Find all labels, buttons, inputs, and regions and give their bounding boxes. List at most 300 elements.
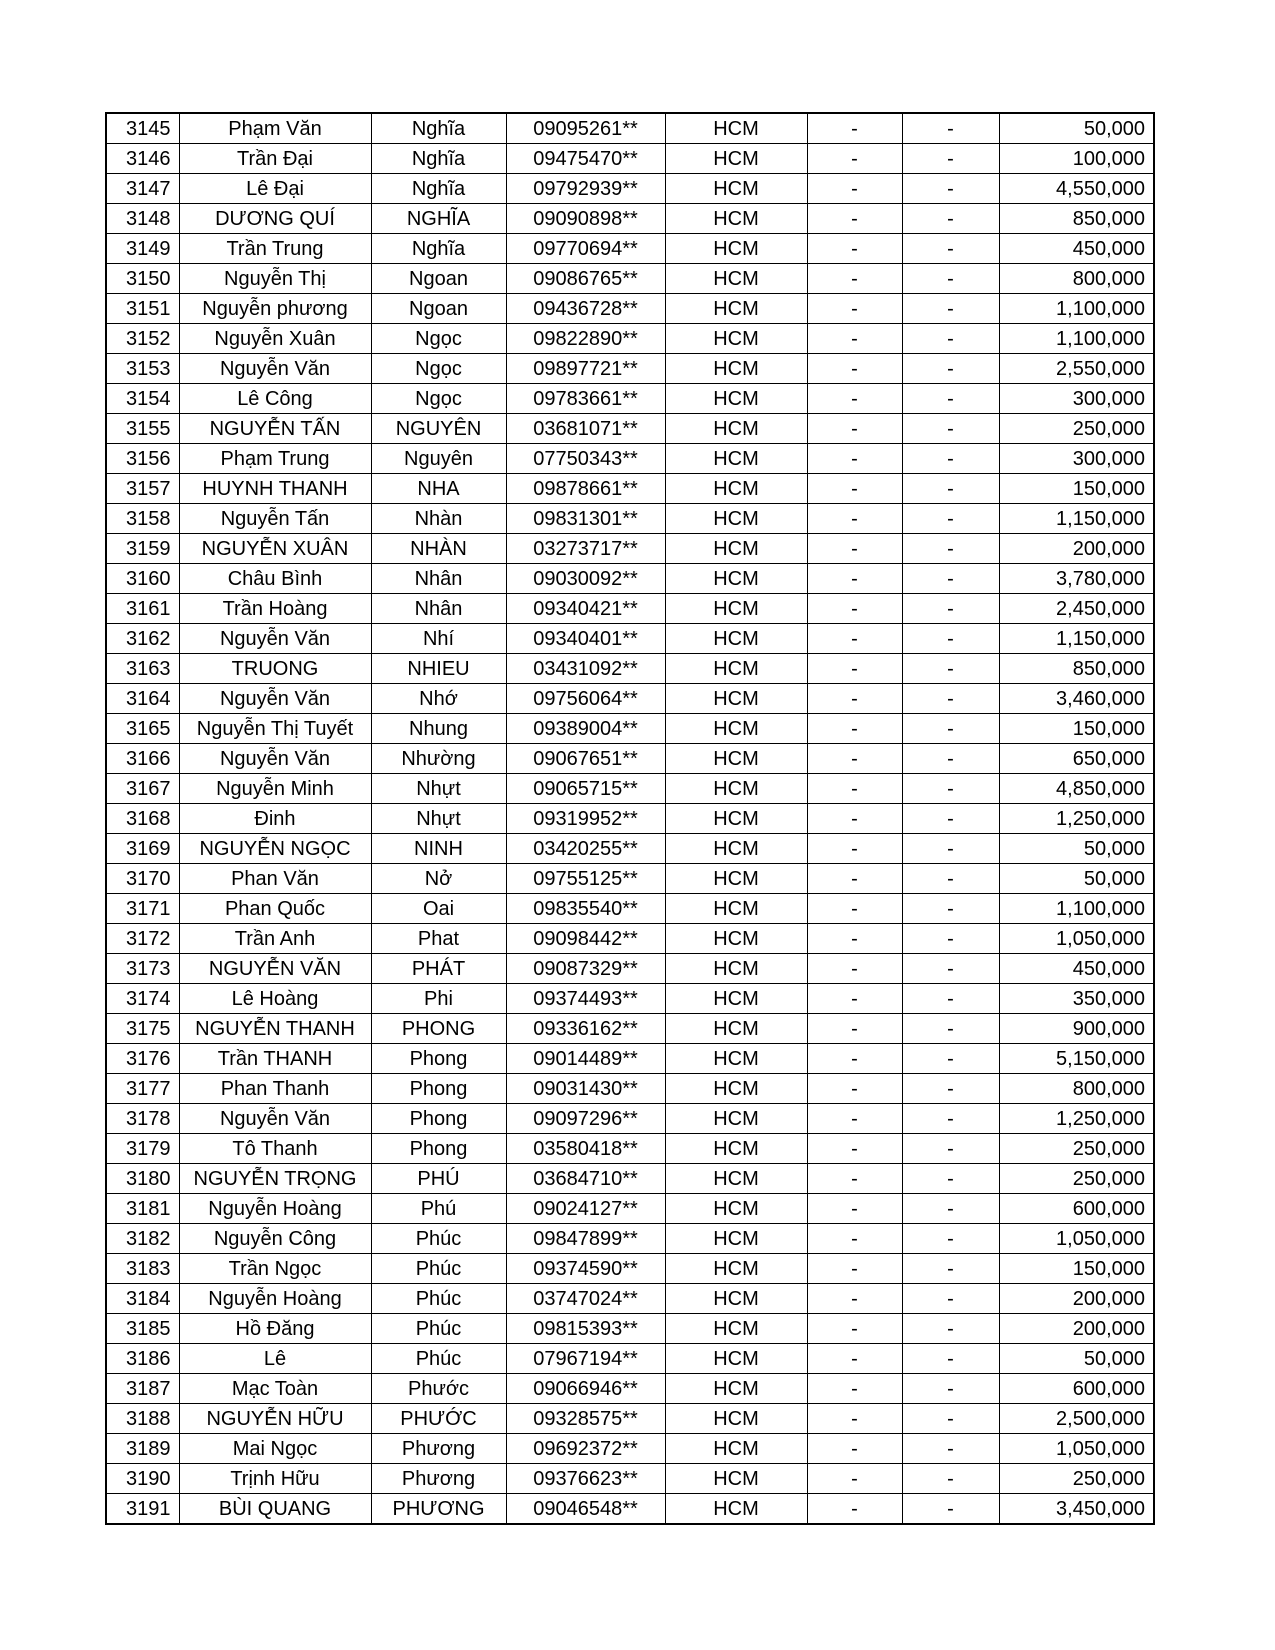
first-name-cell: Phong [371, 1074, 506, 1104]
table-row [106, 1014, 1154, 1044]
dash-cell-cell: - [807, 1104, 902, 1134]
dash-cell-cell: - [807, 444, 902, 474]
dash-cell-cell: - [902, 1434, 999, 1464]
dash-cell-cell: - [902, 624, 999, 654]
table-row [106, 1314, 1154, 1344]
first-name-cell: Phương [371, 1434, 506, 1464]
dash-cell-cell: - [902, 774, 999, 804]
dash-cell-cell: - [902, 564, 999, 594]
phone-number-cell: 09475470** [506, 144, 665, 174]
last-middle-name-cell: Hồ Đăng [179, 1314, 371, 1344]
row-number-cell: 3167 [106, 774, 179, 804]
city-cell: HCM [665, 1044, 807, 1074]
dash-cell-cell: - [807, 324, 902, 354]
dash-cell-cell: - [902, 1104, 999, 1134]
row-number-cell: 3160 [106, 564, 179, 594]
dash-cell-cell: - [902, 384, 999, 414]
amount-cell: 250,000 [999, 1464, 1154, 1494]
first-name-cell: Ngoan [371, 264, 506, 294]
city-cell: HCM [665, 1104, 807, 1134]
first-name-cell: PHÚ [371, 1164, 506, 1194]
dash-cell-cell: - [902, 834, 999, 864]
row-number-cell: 3180 [106, 1164, 179, 1194]
phone-number-cell: 09319952** [506, 804, 665, 834]
dash-cell-cell: - [807, 714, 902, 744]
row-number-cell: 3158 [106, 504, 179, 534]
last-middle-name-cell: Lê Đại [179, 174, 371, 204]
amount-cell: 1,050,000 [999, 1434, 1154, 1464]
phone-number-cell: 09046548** [506, 1494, 665, 1525]
last-middle-name-cell: Mạc Toàn [179, 1374, 371, 1404]
city-cell: HCM [665, 113, 807, 144]
last-middle-name-cell: Phạm Văn [179, 113, 371, 144]
phone-number-cell: 03681071** [506, 414, 665, 444]
dash-cell-cell: - [902, 654, 999, 684]
table-row [106, 264, 1154, 294]
amount-cell: 1,100,000 [999, 324, 1154, 354]
dash-cell-cell: - [902, 1134, 999, 1164]
last-middle-name-cell: Trần Anh [179, 924, 371, 954]
first-name-cell: Ngọc [371, 324, 506, 354]
city-cell: HCM [665, 774, 807, 804]
amount-cell: 1,150,000 [999, 504, 1154, 534]
city-cell: HCM [665, 1344, 807, 1374]
city-cell: HCM [665, 444, 807, 474]
amount-cell: 250,000 [999, 414, 1154, 444]
amount-cell: 600,000 [999, 1374, 1154, 1404]
amount-cell: 450,000 [999, 234, 1154, 264]
city-cell: HCM [665, 1494, 807, 1525]
row-number-cell: 3164 [106, 684, 179, 714]
row-number-cell: 3166 [106, 744, 179, 774]
dash-cell-cell: - [807, 1014, 902, 1044]
dash-cell-cell: - [902, 504, 999, 534]
row-number-cell: 3154 [106, 384, 179, 414]
phone-number-cell: 09086765** [506, 264, 665, 294]
row-number-cell: 3149 [106, 234, 179, 264]
table-row [106, 1194, 1154, 1224]
first-name-cell: Nghĩa [371, 144, 506, 174]
dash-cell-cell: - [807, 414, 902, 444]
amount-cell: 850,000 [999, 204, 1154, 234]
first-name-cell: Nhường [371, 744, 506, 774]
row-number-cell: 3161 [106, 594, 179, 624]
dash-cell-cell: - [902, 174, 999, 204]
city-cell: HCM [665, 624, 807, 654]
table-row [106, 354, 1154, 384]
city-cell: HCM [665, 1314, 807, 1344]
amount-cell: 5,150,000 [999, 1044, 1154, 1074]
dash-cell-cell: - [902, 1344, 999, 1374]
table-row [106, 654, 1154, 684]
dash-cell-cell: - [902, 1014, 999, 1044]
phone-number-cell: 07750343** [506, 444, 665, 474]
dash-cell-cell: - [807, 144, 902, 174]
first-name-cell: Nhựt [371, 804, 506, 834]
first-name-cell: NHÀN [371, 534, 506, 564]
table-body [106, 113, 1154, 1524]
city-cell: HCM [665, 744, 807, 774]
row-number-cell: 3187 [106, 1374, 179, 1404]
last-middle-name-cell: Trần Hoàng [179, 594, 371, 624]
table-row [106, 714, 1154, 744]
phone-number-cell: 09097296** [506, 1104, 665, 1134]
dash-cell-cell: - [807, 474, 902, 504]
city-cell: HCM [665, 804, 807, 834]
dash-cell-cell: - [902, 324, 999, 354]
dash-cell-cell: - [807, 234, 902, 264]
first-name-cell: Nhung [371, 714, 506, 744]
first-name-cell: Phúc [371, 1344, 506, 1374]
phone-number-cell: 09328575** [506, 1404, 665, 1434]
dash-cell-cell: - [902, 954, 999, 984]
row-number-cell: 3178 [106, 1104, 179, 1134]
dash-cell-cell: - [807, 804, 902, 834]
dash-cell-cell: - [807, 594, 902, 624]
last-middle-name-cell: Nguyễn Văn [179, 624, 371, 654]
dash-cell-cell: - [807, 1134, 902, 1164]
phone-number-cell: 09847899** [506, 1224, 665, 1254]
last-middle-name-cell: Phan Quốc [179, 894, 371, 924]
table-row [106, 324, 1154, 354]
dash-cell-cell: - [807, 1284, 902, 1314]
dash-cell-cell: - [807, 654, 902, 684]
phone-number-cell: 09376623** [506, 1464, 665, 1494]
dash-cell-cell: - [902, 204, 999, 234]
row-number-cell: 3177 [106, 1074, 179, 1104]
city-cell: HCM [665, 984, 807, 1014]
dash-cell-cell: - [807, 174, 902, 204]
phone-number-cell: 09087329** [506, 954, 665, 984]
city-cell: HCM [665, 144, 807, 174]
dash-cell-cell: - [807, 624, 902, 654]
table-row [106, 624, 1154, 654]
table-row [106, 144, 1154, 174]
amount-cell: 4,850,000 [999, 774, 1154, 804]
amount-cell: 800,000 [999, 1074, 1154, 1104]
dash-cell-cell: - [902, 354, 999, 384]
amount-cell: 50,000 [999, 864, 1154, 894]
dash-cell-cell: - [807, 774, 902, 804]
amount-cell: 600,000 [999, 1194, 1154, 1224]
dash-cell-cell: - [807, 504, 902, 534]
city-cell: HCM [665, 684, 807, 714]
phone-number-cell: 09031430** [506, 1074, 665, 1104]
first-name-cell: Nở [371, 864, 506, 894]
phone-number-cell: 09792939** [506, 174, 665, 204]
last-middle-name-cell: NGUYỄN THANH [179, 1014, 371, 1044]
phone-number-cell: 09024127** [506, 1194, 665, 1224]
first-name-cell: Nghĩa [371, 174, 506, 204]
dash-cell-cell: - [902, 113, 999, 144]
phone-number-cell: 03580418** [506, 1134, 665, 1164]
dash-cell-cell: - [807, 384, 902, 414]
first-name-cell: Phú [371, 1194, 506, 1224]
dash-cell-cell: - [807, 1224, 902, 1254]
last-middle-name-cell: BÙI QUANG [179, 1494, 371, 1525]
phone-number-cell: 09783661** [506, 384, 665, 414]
first-name-cell: Phúc [371, 1254, 506, 1284]
dash-cell-cell: - [807, 354, 902, 384]
amount-cell: 50,000 [999, 834, 1154, 864]
dash-cell-cell: - [807, 864, 902, 894]
first-name-cell: Nhân [371, 594, 506, 624]
dash-cell-cell: - [807, 1254, 902, 1284]
dash-cell-cell: - [902, 924, 999, 954]
table-row [106, 774, 1154, 804]
dash-cell-cell: - [807, 204, 902, 234]
city-cell: HCM [665, 1404, 807, 1434]
phone-number-cell: 09831301** [506, 504, 665, 534]
dash-cell-cell: - [807, 1044, 902, 1074]
first-name-cell: PHƯƠNG [371, 1494, 506, 1525]
table-row [106, 894, 1154, 924]
row-number-cell: 3169 [106, 834, 179, 864]
dash-cell-cell: - [807, 894, 902, 924]
row-number-cell: 3147 [106, 174, 179, 204]
phone-number-cell: 09098442** [506, 924, 665, 954]
amount-cell: 3,450,000 [999, 1494, 1154, 1525]
last-middle-name-cell: NGUYỄN HỮU [179, 1404, 371, 1434]
last-middle-name-cell: Đinh [179, 804, 371, 834]
first-name-cell: Phước [371, 1374, 506, 1404]
amount-cell: 50,000 [999, 1344, 1154, 1374]
amount-cell: 300,000 [999, 444, 1154, 474]
dash-cell-cell: - [807, 1404, 902, 1434]
row-number-cell: 3170 [106, 864, 179, 894]
table-row [106, 384, 1154, 414]
last-middle-name-cell: NGUYỄN NGỌC [179, 834, 371, 864]
table-row [106, 1494, 1154, 1525]
table-row [106, 1044, 1154, 1074]
phone-number-cell: 09815393** [506, 1314, 665, 1344]
amount-cell: 150,000 [999, 474, 1154, 504]
amount-cell: 2,550,000 [999, 354, 1154, 384]
last-middle-name-cell: Trần THANH [179, 1044, 371, 1074]
row-number-cell: 3156 [106, 444, 179, 474]
row-number-cell: 3148 [106, 204, 179, 234]
first-name-cell: PHƯỚC [371, 1404, 506, 1434]
dash-cell-cell: - [902, 294, 999, 324]
first-name-cell: NHIEU [371, 654, 506, 684]
first-name-cell: Nguyên [371, 444, 506, 474]
dash-cell-cell: - [807, 1464, 902, 1494]
first-name-cell: Phúc [371, 1284, 506, 1314]
phone-number-cell: 09897721** [506, 354, 665, 384]
row-number-cell: 3173 [106, 954, 179, 984]
city-cell: HCM [665, 324, 807, 354]
city-cell: HCM [665, 564, 807, 594]
table-row [106, 204, 1154, 234]
row-number-cell: 3152 [106, 324, 179, 354]
dash-cell-cell: - [902, 804, 999, 834]
table-row [106, 234, 1154, 264]
first-name-cell: Phi [371, 984, 506, 1014]
dash-cell-cell: - [902, 414, 999, 444]
dash-cell-cell: - [807, 113, 902, 144]
dash-cell-cell: - [807, 1194, 902, 1224]
amount-cell: 1,050,000 [999, 1224, 1154, 1254]
row-number-cell: 3182 [106, 1224, 179, 1254]
city-cell: HCM [665, 204, 807, 234]
amount-cell: 350,000 [999, 984, 1154, 1014]
city-cell: HCM [665, 834, 807, 864]
amount-cell: 800,000 [999, 264, 1154, 294]
table-row [106, 594, 1154, 624]
table-row [106, 1374, 1154, 1404]
dash-cell-cell: - [807, 1434, 902, 1464]
dash-cell-cell: - [902, 864, 999, 894]
table-row [106, 1104, 1154, 1134]
city-cell: HCM [665, 714, 807, 744]
city-cell: HCM [665, 264, 807, 294]
row-number-cell: 3150 [106, 264, 179, 294]
last-middle-name-cell: HUYNH THANH [179, 474, 371, 504]
phone-number-cell: 09755125** [506, 864, 665, 894]
dash-cell-cell: - [902, 474, 999, 504]
first-name-cell: Nhớ [371, 684, 506, 714]
first-name-cell: Ngoan [371, 294, 506, 324]
dash-cell-cell: - [902, 1284, 999, 1314]
row-number-cell: 3181 [106, 1194, 179, 1224]
dash-cell-cell: - [902, 234, 999, 264]
city-cell: HCM [665, 1254, 807, 1284]
last-middle-name-cell: Nguyễn Xuân [179, 324, 371, 354]
first-name-cell: NGUYÊN [371, 414, 506, 444]
dash-cell-cell: - [902, 1374, 999, 1404]
city-cell: HCM [665, 894, 807, 924]
table-row [106, 1434, 1154, 1464]
last-middle-name-cell: NGUYỄN TẤN [179, 414, 371, 444]
row-number-cell: 3163 [106, 654, 179, 684]
dash-cell-cell: - [902, 1224, 999, 1254]
table-row [106, 1284, 1154, 1314]
row-number-cell: 3188 [106, 1404, 179, 1434]
phone-number-cell: 03684710** [506, 1164, 665, 1194]
amount-cell: 900,000 [999, 1014, 1154, 1044]
first-name-cell: Ngọc [371, 384, 506, 414]
phone-number-cell: 09336162** [506, 1014, 665, 1044]
dash-cell-cell: - [807, 1164, 902, 1194]
phone-number-cell: 09374493** [506, 984, 665, 1014]
city-cell: HCM [665, 1014, 807, 1044]
dash-cell-cell: - [902, 894, 999, 924]
last-middle-name-cell: Trần Trung [179, 234, 371, 264]
amount-cell: 150,000 [999, 714, 1154, 744]
dash-cell-cell: - [902, 1464, 999, 1494]
last-middle-name-cell: Nguyễn Văn [179, 744, 371, 774]
dash-cell-cell: - [807, 924, 902, 954]
city-cell: HCM [665, 234, 807, 264]
first-name-cell: NHA [371, 474, 506, 504]
dash-cell-cell: - [807, 684, 902, 714]
phone-number-cell: 09030092** [506, 564, 665, 594]
dash-cell-cell: - [902, 1074, 999, 1104]
first-name-cell: Nhàn [371, 504, 506, 534]
amount-cell: 200,000 [999, 1284, 1154, 1314]
amount-cell: 850,000 [999, 654, 1154, 684]
dash-cell-cell: - [902, 1164, 999, 1194]
table-row [106, 864, 1154, 894]
dash-cell-cell: - [902, 744, 999, 774]
table-row [106, 1074, 1154, 1104]
row-number-cell: 3171 [106, 894, 179, 924]
last-middle-name-cell: Trịnh Hữu [179, 1464, 371, 1494]
table-row [106, 1254, 1154, 1284]
city-cell: HCM [665, 534, 807, 564]
city-cell: HCM [665, 1194, 807, 1224]
last-middle-name-cell: Nguyễn Hoàng [179, 1284, 371, 1314]
table-row [106, 564, 1154, 594]
amount-cell: 650,000 [999, 744, 1154, 774]
phone-number-cell: 09065715** [506, 774, 665, 804]
data-table [105, 112, 1155, 1525]
phone-number-cell: 03747024** [506, 1284, 665, 1314]
first-name-cell: Nghĩa [371, 234, 506, 264]
amount-cell: 300,000 [999, 384, 1154, 414]
last-middle-name-cell: Nguyễn Văn [179, 1104, 371, 1134]
last-middle-name-cell: NGUYỄN XUÂN [179, 534, 371, 564]
last-middle-name-cell: Lê [179, 1344, 371, 1374]
city-cell: HCM [665, 354, 807, 384]
last-middle-name-cell: Nguyễn Tấn [179, 504, 371, 534]
first-name-cell: Ngọc [371, 354, 506, 384]
dash-cell-cell: - [902, 1404, 999, 1434]
dash-cell-cell: - [807, 294, 902, 324]
row-number-cell: 3176 [106, 1044, 179, 1074]
table-row [106, 684, 1154, 714]
phone-number-cell: 09770694** [506, 234, 665, 264]
last-middle-name-cell: Lê Hoàng [179, 984, 371, 1014]
phone-number-cell: 09878661** [506, 474, 665, 504]
amount-cell: 3,780,000 [999, 564, 1154, 594]
last-middle-name-cell: NGUYỄN TRỌNG [179, 1164, 371, 1194]
row-number-cell: 3174 [106, 984, 179, 1014]
row-number-cell: 3145 [106, 113, 179, 144]
row-number-cell: 3175 [106, 1014, 179, 1044]
first-name-cell: PHONG [371, 1014, 506, 1044]
row-number-cell: 3172 [106, 924, 179, 954]
last-middle-name-cell: Nguyễn Văn [179, 684, 371, 714]
row-number-cell: 3184 [106, 1284, 179, 1314]
first-name-cell: Nhân [371, 564, 506, 594]
last-middle-name-cell: Nguyễn Thị [179, 264, 371, 294]
phone-number-cell: 09822890** [506, 324, 665, 354]
phone-number-cell: 09374590** [506, 1254, 665, 1284]
row-number-cell: 3179 [106, 1134, 179, 1164]
city-cell: HCM [665, 594, 807, 624]
table-row [106, 954, 1154, 984]
dash-cell-cell: - [807, 1344, 902, 1374]
first-name-cell: Phong [371, 1044, 506, 1074]
first-name-cell: NINH [371, 834, 506, 864]
row-number-cell: 3159 [106, 534, 179, 564]
first-name-cell: Oai [371, 894, 506, 924]
dash-cell-cell: - [807, 1494, 902, 1525]
dash-cell-cell: - [807, 564, 902, 594]
phone-number-cell: 09756064** [506, 684, 665, 714]
phone-number-cell: 07967194** [506, 1344, 665, 1374]
dash-cell-cell: - [902, 714, 999, 744]
table-row [106, 474, 1154, 504]
dash-cell-cell: - [902, 444, 999, 474]
first-name-cell: Nhựt [371, 774, 506, 804]
table-row [106, 504, 1154, 534]
amount-cell: 450,000 [999, 954, 1154, 984]
dash-cell-cell: - [902, 1494, 999, 1525]
first-name-cell: Phat [371, 924, 506, 954]
amount-cell: 2,500,000 [999, 1404, 1154, 1434]
